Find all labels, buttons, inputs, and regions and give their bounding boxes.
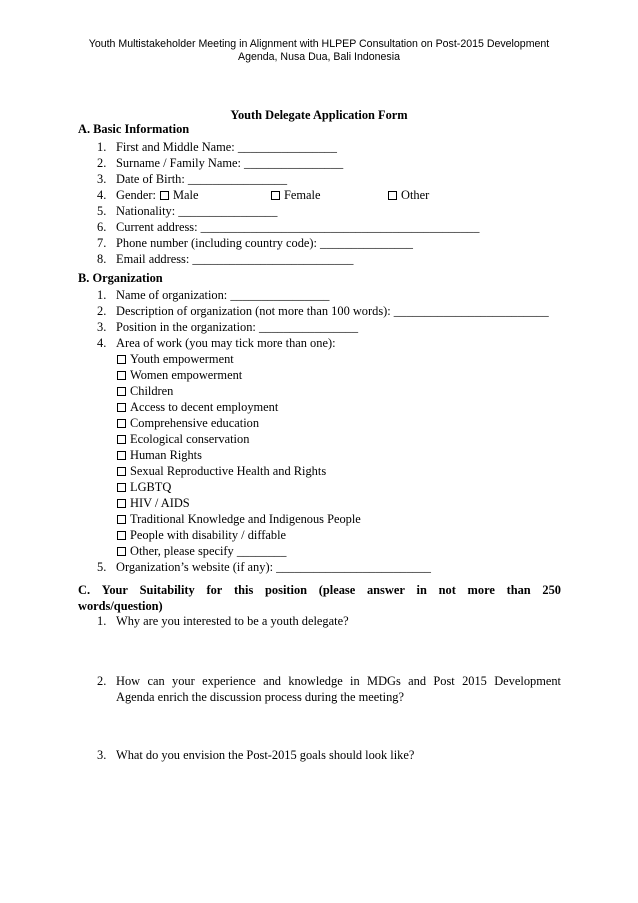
question-text-line-1: How can your experience and knowledge in MDGs and Post 2015 Development [116,674,561,688]
item-text: Name of organization: ________________ [116,288,330,302]
item-number: 2. [97,156,107,170]
area-option[interactable] [117,400,278,415]
header-line-1: Youth Multistakeholder Meeting in Alignment with HLPEP Consultation on Post-2015 Development [88,38,550,50]
checkbox-icon[interactable] [117,499,126,508]
item-number: 1. [97,614,107,628]
item-text: Organization’s website (if any): _________________________ [116,560,431,574]
heading-word: more [467,583,495,597]
checkbox-icon[interactable] [117,371,126,380]
item-text: Date of Birth: ________________ [116,172,288,186]
option-label: Ecological conservation [130,432,250,446]
area-option[interactable] [117,528,286,543]
field-area-of-work [97,336,336,351]
item-text: Description of organization (not more than 100 words): _________________________ [116,304,549,318]
section-b-heading: B. Organization [78,271,163,285]
item-text: Gender: [116,188,156,202]
section-c-heading-line-1 [78,583,561,599]
form-title: Youth Delegate Application Form [230,108,408,122]
item-number: 5. [97,204,107,218]
checkbox-icon[interactable] [160,191,169,200]
field-organization-name[interactable] [97,288,329,303]
item-number: 3. [97,748,107,762]
checkbox-icon[interactable] [388,191,397,200]
item-number: 3. [97,320,107,334]
item-text: First and Middle Name: ________________ [116,140,337,154]
option-label: Youth empowerment [130,352,234,366]
question-text-line-2: Agenda enrich the discussion process during the meeting? [116,690,405,704]
section-c-heading [78,583,561,614]
option-label: Traditional Knowledge and Indigenous People [130,512,361,526]
checkbox-icon[interactable] [117,515,126,524]
heading-word: (please [318,583,356,597]
item-text: Surname / Family Name: ________________ [116,156,344,170]
checkbox-icon[interactable] [117,531,126,540]
item-text: Nationality: ________________ [116,204,278,218]
option-label: Sexual Reproductive Health and Rights [130,464,327,478]
section-c-heading-line-2: words/question) [78,598,163,613]
checkbox-icon[interactable] [117,387,126,396]
checkbox-icon[interactable] [117,467,126,476]
checkbox-icon[interactable] [117,483,126,492]
area-option-other[interactable] [117,544,286,559]
heading-word: not [438,583,456,597]
option-label: LGBTQ [130,480,172,494]
option-label: Other, please specify ________ [130,544,287,558]
item-text: Position in the organization: ________________ [116,320,359,334]
heading-word: answer [366,583,405,597]
item-number: 3. [97,172,107,186]
area-option[interactable] [117,464,326,479]
heading-word: this [234,583,254,597]
area-option[interactable] [117,496,190,511]
option-label: Women empowerment [130,368,243,382]
area-option[interactable] [117,448,202,463]
item-number: 5. [97,560,107,574]
heading-word: C. [78,583,91,597]
checkbox-icon[interactable] [117,355,126,364]
checkbox-icon[interactable] [117,547,126,556]
question-text: What do you envision the Post-2015 goals should look like? [116,748,415,762]
option-label: Children [130,384,174,398]
page-header [0,38,638,64]
area-option[interactable] [117,432,249,447]
item-text: Phone number (including country code): _______________ [116,236,413,250]
field-surname[interactable] [97,156,343,171]
field-organization-website[interactable] [97,560,431,575]
checkbox-icon[interactable] [117,419,126,428]
field-organization-description[interactable] [97,304,549,319]
option-label: Comprehensive education [130,416,260,430]
gender-male-option[interactable] [160,188,198,203]
area-option[interactable] [117,352,234,367]
field-date-of-birth[interactable] [97,172,287,187]
heading-word: 250 [542,583,561,597]
heading-word: in [416,583,427,597]
item-number: 6. [97,220,107,234]
option-label: Access to decent employment [130,400,279,414]
item-number: 2. [97,304,107,318]
gender-female-option[interactable] [271,188,320,203]
item-number: 1. [97,140,107,154]
checkbox-icon[interactable] [271,191,280,200]
question-3 [97,748,414,763]
area-option[interactable] [117,480,171,495]
header-line-2: Agenda, Nusa Dua, Bali Indonesia [238,51,400,63]
item-text: Current address: _____________________________________________ [116,220,480,234]
field-nationality[interactable] [97,204,277,219]
area-option[interactable] [117,384,173,399]
question-2 [97,673,561,705]
option-label: Other [401,188,430,202]
section-a-heading: A. Basic Information [78,122,190,136]
field-gender [97,188,156,203]
gender-other-option[interactable] [388,188,429,203]
field-current-address[interactable] [97,220,479,235]
item-number: 1. [97,288,107,302]
heading-word: Your [101,583,128,597]
option-label: Male [173,188,199,202]
area-option[interactable] [117,416,259,431]
checkbox-icon[interactable] [117,435,126,444]
heading-word: Suitability [139,583,195,597]
checkbox-icon[interactable] [117,403,126,412]
item-number: 4. [97,188,107,202]
field-phone-number[interactable] [97,236,413,251]
checkbox-icon[interactable] [117,451,126,460]
item-number: 7. [97,236,107,250]
option-label: Human Rights [130,448,202,462]
item-number: 4. [97,336,107,350]
item-text: Email address: __________________________ [116,252,354,266]
heading-word: than [506,583,531,597]
question-text: Why are you interested to be a youth delegate? [116,614,349,628]
option-label: People with disability / diffable [130,528,287,542]
area-option[interactable] [117,512,361,527]
heading-word: position [265,583,308,597]
option-label: HIV / AIDS [130,496,190,510]
item-text: Area of work (you may tick more than one): [116,336,336,350]
question-1 [97,614,349,629]
field-position[interactable] [97,320,358,335]
option-label: Female [284,188,321,202]
item-number: 8. [97,252,107,266]
field-email[interactable] [97,252,353,267]
field-first-middle-name[interactable] [97,140,337,155]
area-option[interactable] [117,368,242,383]
item-number: 2. [97,674,107,688]
heading-word: for [206,583,223,597]
